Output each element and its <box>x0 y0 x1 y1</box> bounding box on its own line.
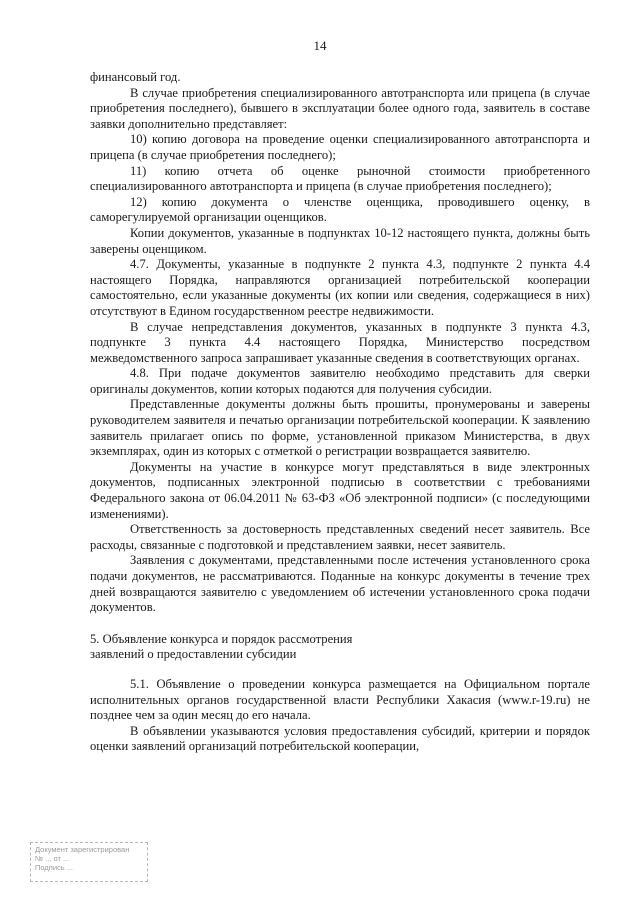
document-body <box>90 70 590 755</box>
paragraph: 4.7. Документы, указанные в подпункте 2 пункта 4.3, подпункте 2 пункта 4.4 настоящего Порядка, направляются организацией потребительской кооперации самостоятельно, если указанные документы (их копии или сведения, содержащиеся в них) отсутствуют в Едином государственном реестре недвижимости. <box>90 257 590 318</box>
registration-stamp <box>30 842 148 882</box>
stamp-line: № ... от ... <box>35 854 70 863</box>
page-number: 14 <box>313 38 327 53</box>
section-heading <box>90 632 590 663</box>
section-heading-line1: 5. Объявление конкурса и порядок рассмотрения <box>90 631 353 646</box>
paragraph: Копии документов, указанные в подпунктах 10-12 настоящего пункта, должны быть заверены оценщиком. <box>90 225 590 256</box>
paragraph: Ответственность за достоверность представленных сведений несет заявитель. Все расходы, связанные с подготовкой и представлением заявки, несет заявитель. <box>90 522 590 552</box>
paragraph: Документы на участие в конкурсе могут представляться в виде электронных документов, подписанных электронной подписью в соответствии с требованиями Федерального закона от 06.04.2011 № 63-ФЗ «Об электронной подписи» (с последующими изменениями). <box>90 459 590 521</box>
stamp-line: Подпись ... <box>35 863 74 872</box>
paragraph: Заявления с документами, представленными после истечения установленного срока подачи документов, не рассматриваются. Поданные на конкурс документы в течение трех дней возвращаются заявителю с уведомлением об истечении установленного срока подачи документов. <box>90 553 590 615</box>
paragraph: 5.1. Объявление о проведении конкурса размещается на Официальном портале исполнительных органов государственной власти Республики Хакасия (www.r-19.ru) не позднее чем за один месяц до его начала. <box>90 676 590 723</box>
paragraph: финансовый год. <box>90 70 181 84</box>
paragraph: 12) копию документа о членстве оценщика, проводившего оценку, в саморегулируемой организации оценщиков. <box>90 194 590 225</box>
paragraph: 11) копию отчета об оценке рыночной стоимости приобретенного специализированного автотранспорта и прицепа (в случае приобретения последнего); <box>90 163 590 194</box>
section-heading-line2: заявлений о предоставлении субсидии <box>90 647 297 662</box>
paragraph: В объявлении указываются условия предоставления субсидий, критерии и порядок оценки заявлений организаций потребительской кооперации, <box>90 723 590 754</box>
paragraph: В случае непредставления документов, указанных в подпункте 3 пункта 4.3, подпункте 3 пункта 4.4 настоящего Порядка, Министерство посредством межведомственного запроса запрашивает указанные сведения в соответствующих органах. <box>90 319 590 365</box>
paragraph: Представленные документы должны быть прошиты, пронумерованы и заверены руководителем заявителя и печатью организации потребительской кооперации. К заявлению заявитель прилагает опись по форме, установленной приказом Министерства, в двух экземплярах, один из которых с отметкой о регистрации возвращается заявителю. <box>90 397 590 459</box>
paragraph: 10) копию договора на проведение оценки специализированного автотранспорта и прицепа (в случае приобретения последнего); <box>90 132 590 162</box>
stamp-line: Документ зарегистрирован <box>35 845 130 854</box>
paragraph: В случае приобретения специализированного автотранспорта или прицепа (в случае приобретения последнего), бывшего в эксплуатации более одного года, заявитель в составе заявки дополнительно представляет: <box>90 85 590 131</box>
paragraph: 4.8. При подаче документов заявителю необходимо представить для сверки оригиналы документов, копии которых подаются для получения субсидии. <box>90 366 590 396</box>
